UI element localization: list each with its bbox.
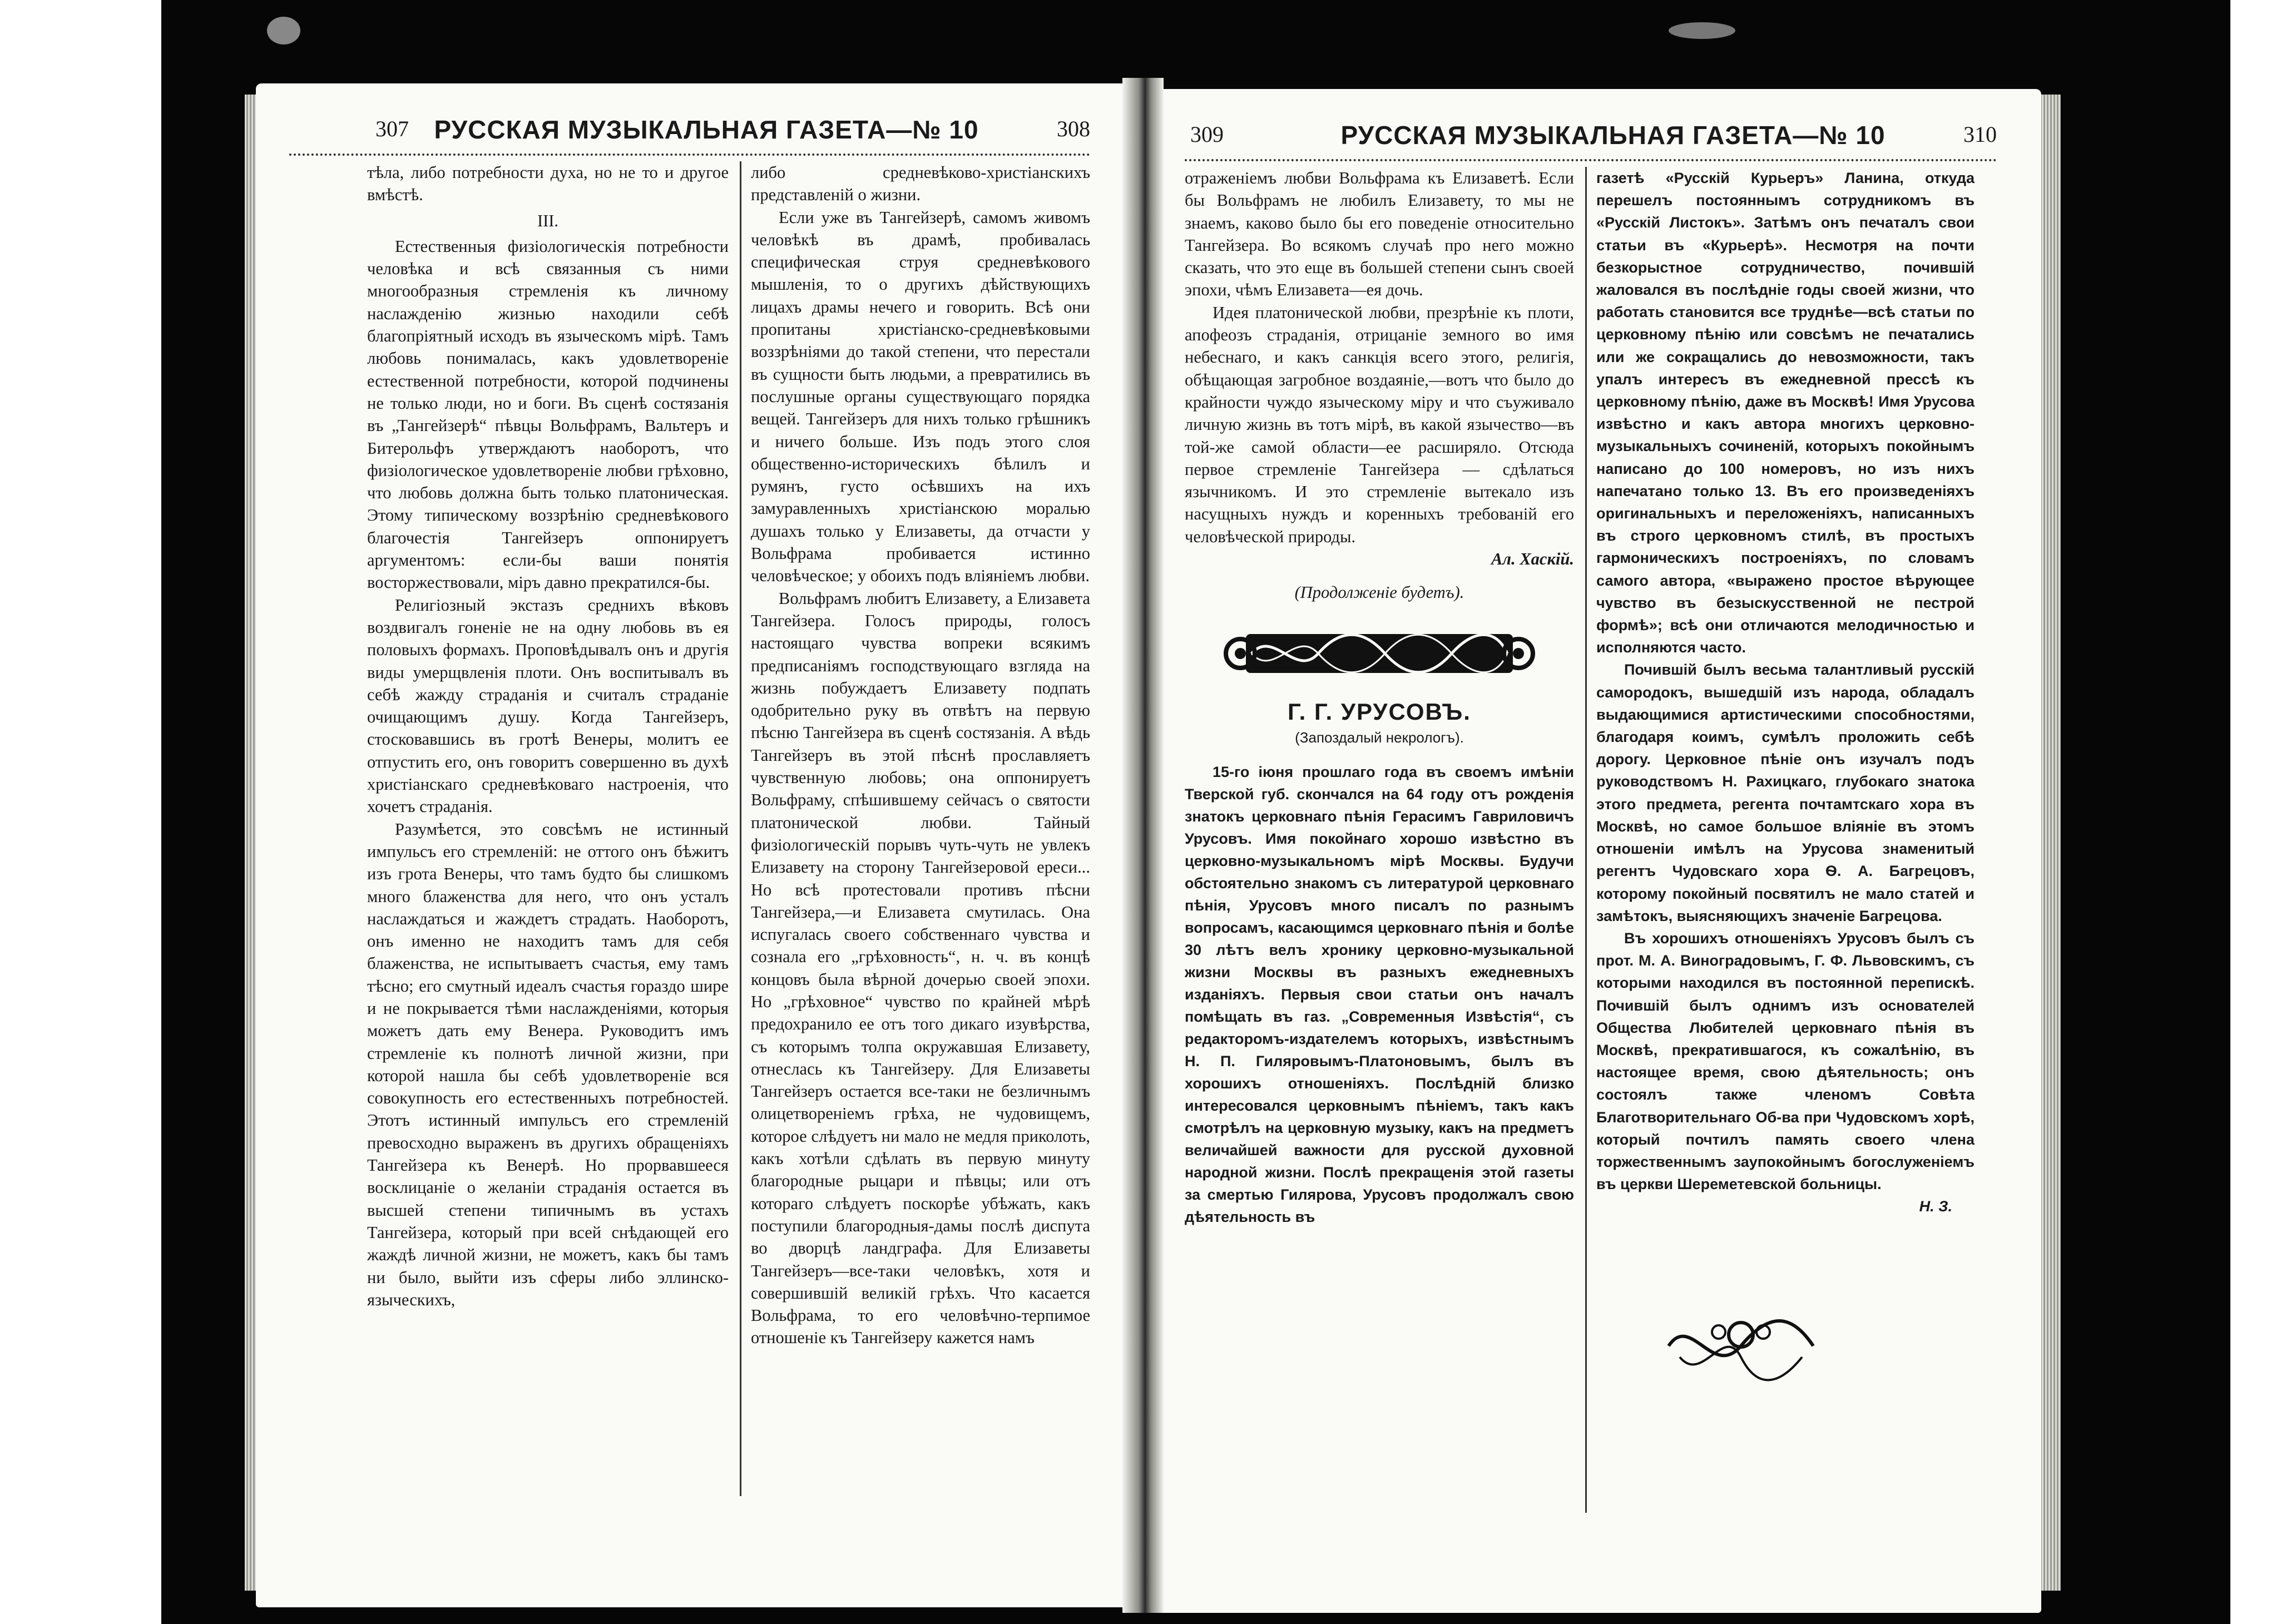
right-column-1 [1185, 167, 1574, 1228]
paragraph: Если уже въ Тангейзерѣ, самомъ живомъ человѣкѣ въ драмѣ, пробивалась специфическая струя средневѣкового мышленiя, то о другихъ дѣйствующихъ лицахъ драмы нечего и говорить. Всѣ они пропитаны христiанско-средневѣковыми воззрѣнiями до такой степени, что перестали въ сущности быть людьми, а превратились въ послушные органы существующаго порядка вещей. Тангейзеръ для нихъ только грѣшникъ и ничего больше. Изъ подъ этого слоя общественно-историческихъ бѣлилъ и румянъ, густо осѣвшихъ на ихъ замуравленныхъ христiанскою моралью душахъ только у Елизаветы, да отчасти у Вольфрама пробивается истинно человѣческое; у обоихъ подъ влiянiемъ любви. [751, 207, 1090, 586]
right-page-header [1162, 116, 2041, 160]
continued-note: (Продолженіе будетъ). [1294, 583, 1464, 602]
book-gutter [1122, 78, 1164, 1613]
paragraph: газетѣ «Русскiй Курьеръ» Ланина, откуда перешелъ постояннымъ сотрудникомъ въ «Русскiй Листокъ». Затѣмъ онъ печаталъ свои статьи въ «Курьерѣ». Несмотря на почти безкорыстное сотрудничество, почившiй жаловался въ послѣднiе годы своей жизни, что работать становится все труднѣе—всѣ статьи по церковному пѣнiю или совсѣмъ не печатались или же сокращались до невозможности, такъ упалъ интересъ въ ежедневной прессѣ къ церковному пѣнiю, даже въ Москвѣ! Имя Урусова извѣстно и какъ автора многихъ церковно-музыкальныхъ сочиненiй, которыхъ покойнымъ написано до 100 номеровъ, но изъ нихъ напечатано только 13. Въ его произведенiяхъ оригинальныхъ и переложенiяхъ, написанныхъ въ строго церковномъ стилѣ, въ простыхъ гармоническихъ построенiяхъ, по словамъ самого автора, «выражено простое вѣрующее чувство въ безыскусственной не пестрой формѣ»; всѣ они отличаются мелодичностью и исполняются часто. [1596, 170, 1975, 656]
left-page-header [256, 110, 1124, 155]
author-signature: Ал. Хаскій. [1491, 549, 1574, 569]
column-divider [740, 161, 741, 1496]
paragraph: Вольфрамъ любитъ Елизавету, а Елизавета Тангейзера. Голосъ природы, голосъ настоящаго чувства вопреки всякимъ предписанiямъ господствующаго взгляда на жизнь побуждаетъ Елизавету подпать одобрительно руку въ отвѣтъ на первую пѣсню Тангейзера въ сценѣ состязанiя. А вѣдь Тангейзеръ въ этой пѣснѣ прославляетъ чувственную любовь; она оппонируетъ Вольфраму, спѣшившему сейчасъ о святости платонической любви. Тайный физiологическiй порывъ чуть-чуть не увлекъ Елизавету на сторону Тангейзеровой ереси... Но всѣ протестовали противъ пѣсни Тангейзера,—и Елизавета смутилась. Она испугалась своего собственнаго чувства и сознала его „грѣховность“, н. ч. въ концѣ концовъ была вѣрной дочерью своей эпохи. Но „грѣховное“ чувство по крайней мѣрѣ предохранило ее отъ того дикаго изувѣрства, съ которымъ толпа окружавшая Елизавету, отнеслась къ Тангейзеру. Для Елизаветы Тангейзеръ остается все-таки не безличнымъ олицетворенiемъ грѣха, не чудовищемъ, которое слѣдуетъ ни мало не медля приколоть, какъ хотѣли сдѣлать въ первую минуту благородные рыцари и пѣвцы; или отъ котораго слѣдуетъ поскорѣе убѣжать, какъ поступили благородныя-дамы послѣ диспута во дворцѣ ландграфа. Для Елизаветы Тангейзеръ—все-таки человѣкъ, хотя и совершившiй великiй грѣхъ. Что касается Вольфрама, то его человѣчно-терпимое отношенiе къ Тангейзеру кажется намъ [751, 588, 1090, 1348]
paragraph: 15-го iюня прошлаго года въ своемъ имѣнiи Тверской губ. скончался на 64 году отъ рожденiя знатокъ церковнаго пѣнiя Герасимъ Гавриловичъ Урусовъ. Имя покойнаго хорошо извѣстно въ церковно-музыкальномъ мiрѣ Москвы. Будучи обстоятельно знакомъ съ литературой церковнаго пѣнiя, Урусовъ много писалъ по разнымъ вопросамъ, касающимся церковнаго пѣнiя и болѣе 30 лѣтъ велъ хронику церковно-музыкальной жизни Москвы въ разныхъ ежедневныхъ изданiяхъ. Первыя свои статьи онъ началъ помѣщать въ газ. „Современныя Извѣстiя“, съ редакторомъ-издателемъ которыхъ, извѣстнымъ Н. П. Гиляровымъ-Платоновымъ, былъ въ хорошихъ отношенiяхъ. Послѣднiй близко интересовался церковнымъ пѣнiемъ, такъ какъ смотрѣлъ на церковную музыку, какъ на предметъ величайшей важности для русской духовной народной жизни. Послѣ прекращенiя этой газеты за смертью Гилярова, Урусовъ продолжалъ свою дѣятельность въ [1185, 764, 1574, 1226]
paragraph: Почившiй былъ весьма талантливый русскiй самородокъ, вышедшiй изъ народа, обладалъ выдающимися артистическими способностями, благодаря коимъ, сумѣлъ проложить себѣ дорогу. Церковное пѣнiе онъ изучалъ подъ руководствомъ Н. Рахицкаго, глубокаго знатока этого предмета, регента почтамтскаго хора въ Москвѣ, но самое большое влiянiе въ этомъ отношенiи имѣлъ на Урусова знаменитый регентъ Чудовскаго хора Ѳ. А. Багрецовъ, которому покойный посвятилъ не мало статей и замѣтокъ, выясняющихъ значенiе Багрецова. [1596, 661, 1975, 924]
paragraph: отраженiемъ любви Вольфрама къ Елизаветѣ. Если бы Вольфрамъ не любилъ Елизавету, то мы не знаемъ, каково было бы его поведенiе относительно Тангейзера. Во всякомъ случаѣ про него можно сказать, что это еще въ большей степени сынъ своей эпохи, чѣмъ Елизавета—ея дочь. [1185, 169, 1574, 300]
page-number-308: 308 [1057, 116, 1090, 141]
page-number-309: 309 [1190, 122, 1224, 147]
left-page [256, 83, 1124, 1607]
paragraph: Естественныя физiологическiя потребности человѣка и всѣ связанныя съ ними многообразныя стремленiя къ личному наслажденiю жизнью находили себѣ благопрiятный исходъ въ языческомъ мiрѣ. Тамъ любовь понималась, какъ удовлетворенiе естественной потребности, которой подчинены не только люди, но и боги. Въ сценѣ состязанiя въ „Тангейзерѣ“ пѣвцы Вольфрамъ, Вальтеръ и Битерольфъ утверждаютъ наоборотъ, что физiологическое удовлетворенiе любви грѣховно, что любовь должна быть только платоническая. Этому типическому воззрѣнiю средневѣкового благочестiя Тангейзеръ оппонируетъ аргументомъ: если-бы ваши понятiя восторжествовали, мiръ давно прекратился-бы. [367, 236, 729, 592]
decorative-ornament-icon [1224, 623, 1535, 684]
paragraph: Религiозный экстазъ среднихъ вѣковъ воздвигалъ гоненiе не на одну любовь въ ея половыхъ формахъ. Проповѣдывалъ онъ и другiя виды умерщвленiя плоти. Онъ воспитывалъ въ себѣ жажду страданiя и считалъ страданiе очищающимъ душу. Когда Тангейзеръ, стосковавшись въ гротѣ Венеры, молитъ ее отпустить его, онъ говоритъ совершенно въ духѣ христiанскаго средневѣковаго настроенiя, что хочетъ страданiя. [367, 595, 729, 816]
right-column-2 [1596, 167, 1975, 1218]
article-title: Г. Г. УРУСОВЪ. [1288, 698, 1471, 725]
paragraph: тѣла, либо потребности духа, но не то и другое вмѣстѣ. [367, 163, 729, 205]
paragraph: Идея платонической любви, презрѣнiе къ плоти, апофеозъ страданiя, отрицанiе земного во имя небеснаго, и какъ санкцiя всего этого, религiя, обѣщающая загробное воздаянiе,—вотъ что было до крайности чуждо языческому мiру и что съуживало личную жизнь въ тотъ мiрѣ, въ какой язычество—въ той-же самой области—ее расширяло. Отсюда первое стремленiе Тангейзера — сдѣлаться язычникомъ. И это стремленiе вытекало изъ насущныхъ нуждъ и коренныхъ требованiй его человѣческой природы. [1185, 303, 1574, 546]
scan-speckle [267, 17, 300, 44]
header-rule [1185, 159, 1997, 161]
end-vignette-icon [1657, 1301, 1824, 1390]
left-column-1 [367, 161, 729, 1311]
paragraph: Разумѣется, это совсѣмъ не истинный импульсъ его стремленiй: не оттого онъ бѣжитъ изъ грота Венеры, что тамъ будто бы слишкомъ много блаженства для него, что онъ усталъ наслаждаться и жаждетъ страдать. Наоборотъ, онъ именно не находитъ тамъ для себя блаженства, не испытываетъ счастья, ему тамъ тѣсно; его смутный идеалъ счастья гораздо шире и не покрывается тѣми наслажденiями, которыя можетъ дать ему Венера. Руководитъ имъ стремленiе къ полнотѣ личной жизни, при которой нашла бы себѣ удовлетворенiе вся совокупность его естественныхъ потребностей. Этотъ истинный импульсъ его стремленiй превосходно выраженъ въ другихъ обращенiяхъ Тангейзера къ Венерѣ. Но прорвавшееся восклицанiе о желанiи страданiя остается въ высшей степени типичнымъ въ устахъ Тангейзера, который при всей снѣдающей его жаждѣ личной жизни, не можетъ, какъ бы тамъ ни было, выйти изъ сферы либо эллинско-языческихъ, [367, 819, 729, 1309]
article-subtitle: (Запоздалый некрологъ). [1295, 729, 1464, 746]
paragraph: либо средневѣково-христiанскихъ представленiй о жизни. [751, 163, 1090, 205]
right-page-edges [2038, 95, 2061, 1591]
paragraph: Въ хорошихъ отношенiяхъ Урусовъ былъ съ прот. М. А. Виноградовымъ, Г. Ф. Львовскимъ, съ которыми находился въ постоянной перепискѣ. Почившiй былъ однимъ изъ основателей Общества Любителей церковнаго пѣнiя въ Москвѣ, прекратившагося, къ сожалѣнiю, въ настоящее время, свою дѣятельность; онъ состоялъ также членомъ Совѣта Благотворительнаго Об-ва при Чудовскомъ хорѣ, который почтилъ память своего члена торжественнымъ заупокойнымъ богослуженiемъ въ церкви Шереметевской больницы. [1596, 929, 1975, 1193]
newspaper-title: РУССКАЯ МУЗЫКАЛЬНАЯ ГАЗЕТА—№ 10 [434, 115, 979, 144]
scan-speckle [1669, 22, 1735, 39]
left-column-2 [751, 161, 1090, 1349]
column-divider [1585, 167, 1587, 1513]
page-number-310: 310 [1963, 122, 1997, 147]
section-number: III. [537, 211, 559, 230]
author-signature: Н. З. [1919, 1198, 1952, 1215]
header-rule [289, 154, 1090, 156]
right-page [1162, 89, 2041, 1613]
newspaper-title: РУССКАЯ МУЗЫКАЛЬНАЯ ГАЗЕТА—№ 10 [1340, 121, 1886, 150]
page-number-307: 307 [375, 116, 409, 141]
